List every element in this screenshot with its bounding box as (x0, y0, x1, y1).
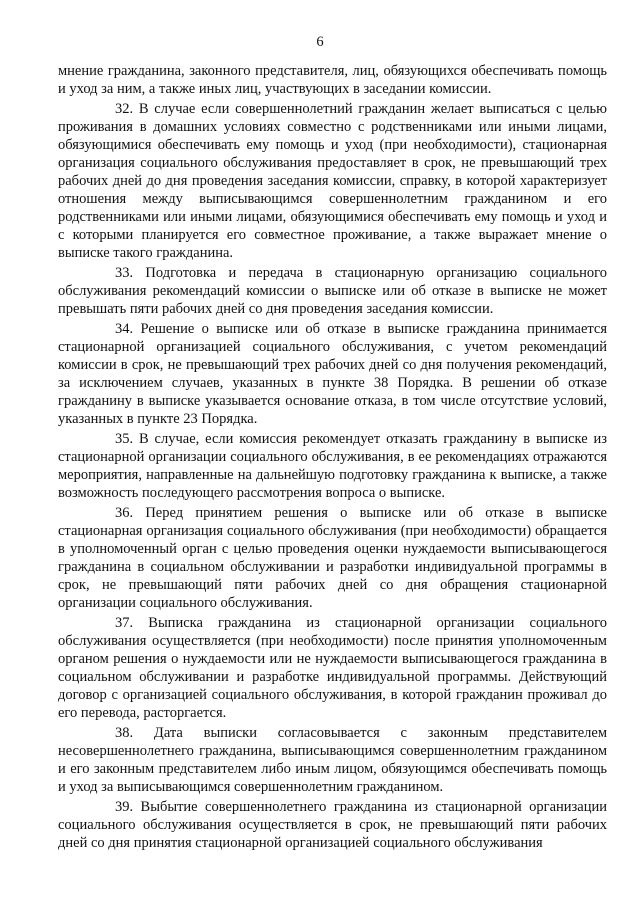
paragraph-39: 39. Выбытие совершеннолетнего гражданина из стационарной организации социального обслуживания осуществляется в срок, не превышающий пяти рабочих дней со дня принятия стационарной организацией социального обслуживания (58, 799, 607, 851)
paragraph-33: 33. Подготовка и передача в стационарную организацию социального обслуживания рекомендаций комиссии о выписке или об отказе в выписке не может превышать пяти рабочих дней со дня проведения заседания комиссии. (58, 265, 607, 317)
paragraph-36: 36. Перед принятием решения о выписке или об отказе в выписке стационарная организация социального обслуживания (при необходимости) обращается в уполномоченный орган с целью проведения оценки нуждаемости выписывающегося гражданина в социальном обслуживании и разработки индивидуальной программы в срок, не превышающий пяти рабочих дней со дня обращения стационарной организации социального обслуживания. (58, 505, 607, 611)
paragraph-continuation: мнение гражданина, законного представителя, лиц, обязующихся обеспечивать помощь и уход за ним, а также иных лиц, участвующих в заседании комиссии. (58, 63, 607, 97)
paragraph-38: 38. Дата выписки согласовывается с законным представителем несовершеннолетнего гражданина, выписывающимся совершеннолетним гражданином и его законным представителем либо иным лицом, обязующимся обеспечивать помощь и уход за выписывающимся совершеннолетним гражданином. (58, 725, 607, 795)
paragraph-35: 35. В случае, если комиссия рекомендует отказать гражданину в выписке из стационарной организации социального обслуживания, в ее рекомендациях отражаются мероприятия, направленные на дальнейшую подготовку гражданина к выписке, а также возможность последующего рассмотрения вопроса о выписке. (58, 431, 607, 501)
page-number: 6 (316, 34, 324, 50)
document-body (58, 62, 607, 852)
paragraph-32: 32. В случае если совершеннолетний гражданин желает выписаться с целью проживания в домашних условиях совместно с родственниками или иными лицами, обязующимися обеспечивать ему помощь и уход (при необходимости), стационарная организация социального обслуживания предоставляет в срок, не превышающий трех рабочих дней до дня проведения заседания комиссии, справку, в которой характеризует отношения между выписывающимся совершеннолетним гражданином и его родственниками или иными лицами, обязующимися обеспечивать ему помощь и уход и с которыми планируется его совместное проживание, а также выражает мнение о выписке такого гражданина. (58, 101, 607, 261)
paragraph-34: 34. Решение о выписке или об отказе в выписке гражданина принимается стационарной организацией социального обслуживания, с учетом рекомендаций комиссии в срок, не превышающий трех рабочих дней со дня получения рекомендаций, за исключением случаев, указанных в пункте 38 Порядка. В решении об отказе гражданину в выписке указывается основание отказа, в том числе отсутствие условий, указанных в пункте 23 Порядка. (58, 321, 607, 427)
paragraph-37: 37. Выписка гражданина из стационарной организации социального обслуживания осуществляется (при необходимости) после принятия уполномоченным органом решения о нуждаемости или не нуждаемости выписывающегося гражданина в социальном обслуживании и разработке индивидуальной программы. Действующий договор с организацией социального обслуживания, в которой гражданин проживал до его перевода, расторгается. (58, 615, 607, 721)
